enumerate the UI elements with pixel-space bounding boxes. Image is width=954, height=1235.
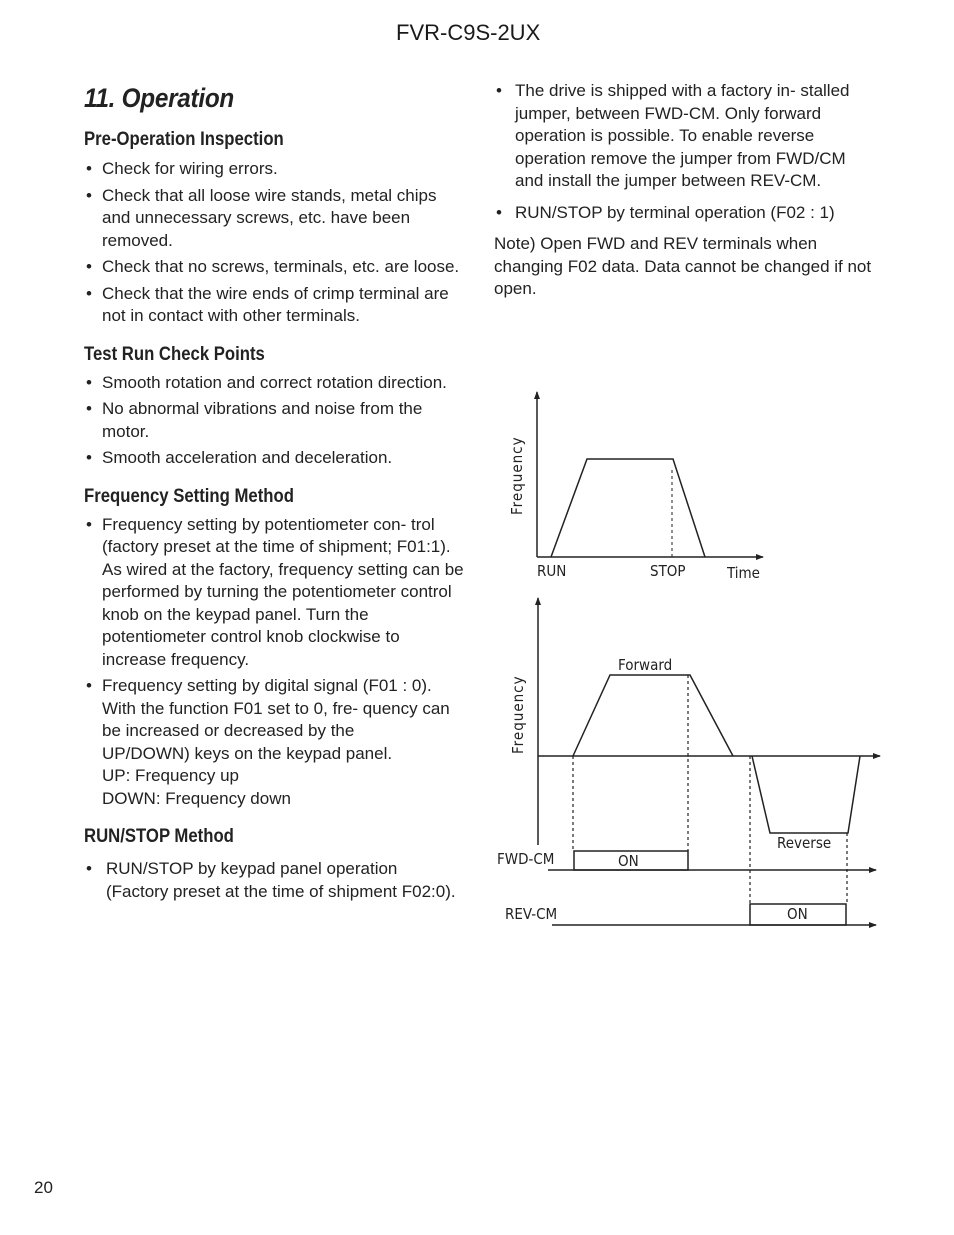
forward-profile (573, 675, 733, 756)
list-line: UP: Frequency up (102, 766, 240, 785)
fwd-cm-label: FWD-CM (497, 850, 555, 868)
note-text: Note) Open FWD and REV terminals when changing F02 data. Data cannot be changed if not open. (494, 234, 872, 298)
fwd-on-label: ON (618, 852, 639, 870)
run-label: RUN (537, 562, 567, 580)
pre-operation-heading: Pre-Operation Inspection (84, 129, 284, 150)
list-item: • Check for wiring errors. (84, 158, 464, 181)
frequency-time-diagram (537, 392, 763, 557)
list-item: • Smooth rotation and correct rotation direction. (84, 372, 464, 395)
list-line: • Frequency setting by digital signal (F01 : 0). With the function F01 set to 0, fre- quency can be increased or decreased by the (102, 676, 450, 740)
section-title: 11. Operation (84, 83, 234, 113)
model-header: FVR-C9S-2UX (396, 20, 541, 45)
rev-cm-label: REV-CM (505, 905, 558, 923)
reverse-label: Reverse (777, 834, 832, 852)
y-axis-label: Frequency (508, 436, 526, 515)
frequency-setting-heading: Frequency Setting Method (84, 485, 294, 507)
frequency-profile (551, 459, 705, 557)
list-item: • Smooth acceleration and deceleration. (84, 447, 464, 470)
list-item: • RUN/STOP by terminal operation (F02 : 1) (494, 202, 874, 225)
page-number: 20 (34, 1178, 53, 1197)
rev-on-label: ON (787, 905, 808, 923)
stop-label: STOP (650, 562, 686, 580)
list-item: • Frequency setting by potentiometer con- trol (factory preset at the time of shipment; F01:1). As wired at the factory, frequency setting can be performed by turning the potentiometer control knob on the keypad panel. Turn the potentiometer control knob clockwise to increase frequency. (84, 514, 464, 672)
forward-reverse-diagram (538, 598, 880, 925)
list-item: • RUN/STOP by keypad panel operation (Factory preset at the time of shipment F02:0). (84, 858, 464, 903)
list-item: • Check that the wire ends of crimp terminal are not in contact with other terminals. (84, 283, 464, 328)
list-item: • Check that no screws, terminals, etc. are loose. (84, 256, 464, 279)
list-item: • The drive is shipped with a factory in- stalled jumper, between FWD-CM. Only forward operation is possible. To enable reverse operation remove the jumper from FWD/CM and install the jumper between REV-CM. (494, 80, 874, 193)
y-axis-label: Frequency (509, 675, 527, 754)
list-line: DOWN: Frequency down (102, 788, 291, 808)
list-line: UP/DOWN) keys on the keypad panel. (102, 743, 393, 763)
test-run-heading: Test Run Check Points (84, 343, 265, 365)
reverse-profile (752, 756, 860, 833)
list-item: • No abnormal vibrations and noise from the motor. (84, 398, 464, 443)
run-stop-heading: RUN/STOP Method (84, 826, 234, 847)
list-item: • Check that all loose wire stands, metal chips and unnecessary screws, etc. have been removed. (84, 185, 464, 253)
x-axis-label: Time (727, 564, 760, 582)
forward-label: Forward (618, 656, 673, 674)
